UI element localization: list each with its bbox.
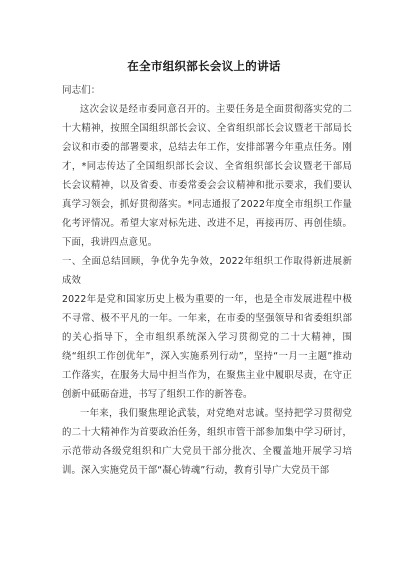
paragraph-theory: 一年来，我们聚焦理论武装，对党绝对忠诚。坚持把学习贯彻党的二十大精神作为首要政治任务，组织市管干部参加集中学习研讨，示范带动各级党组织和广大党员干部分批次、全覆盖地开展学习培训。深入实施党员干部“凝心铸魂”行动，教育引导广大党员干部 <box>62 408 352 476</box>
document-title: 在全市组织部长会议上的讲话 <box>127 59 281 73</box>
paragraph-intro: 这次会议是经市委同意召开的。主要任务是全面贯彻落实党的二十大精神，按照全国组织部长会议、全省组织部长会议暨老干部局长会议和市委的部署要求，总结去年工作，安排部署今年重点任务。刚才，*同志传达了全国组织部长会议、全省组织部长会议暨老干部局长会议精神，以及省委、市委常委会会议精神和批示要求，我们要认真学习领会，抓好贯彻落实。*同志通报了2022年度全市组织工作量化考评情况。希望大家对标先进、改进不足，再接再厉、再创佳绩。下面，我讲四点意见。 <box>62 104 352 248</box>
section-heading-1: 一、全面总结回顾，争优争先争效，2022年组织工作取得新进展新成效 <box>62 256 352 286</box>
paragraph-review: 2022年是党和国家历史上极为重要的一年，也是全市发展进程中极不寻常、极不平凡的一年。一年来，在市委的坚强领导和省委组织部的关心指导下，全市组织系统深入学习贯彻党的二十大精神，围绕“组织工作创优年”，深入实施系列行动”，坚持“一月一主题”推动工作落实，在服务大局中担当作为，在聚焦主业中履职尽责，在守正创新中砥砺奋进，书写了组织工作的新答卷。 <box>62 294 352 400</box>
document-body <box>62 100 352 480</box>
salutation: 同志们： <box>62 85 101 96</box>
